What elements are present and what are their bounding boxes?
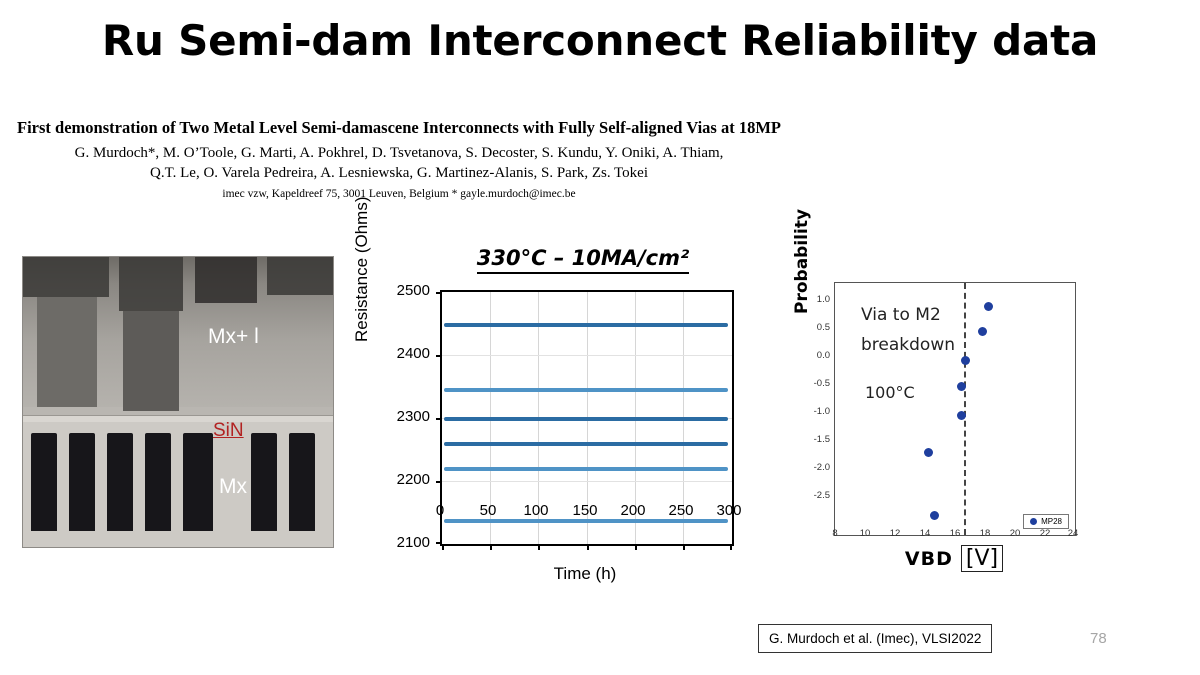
y-tick-label: -0.5 [813, 378, 830, 389]
citation-box: G. Murdoch et al. (Imec), VLSI2022 [758, 624, 992, 653]
tem-dark-region [195, 257, 257, 303]
x-tick-label: 8 [832, 528, 838, 539]
tem-metal-line [289, 433, 315, 531]
y-tick-label: 2300 [396, 408, 430, 425]
vbd-weibull-chart [790, 208, 1090, 594]
plot-area [834, 282, 1076, 536]
data-point [930, 511, 939, 520]
data-point [957, 382, 966, 391]
x-tick-label: 50 [479, 502, 497, 519]
y-tick-label: 1.0 [816, 294, 830, 305]
x-tick-label: 20 [1009, 528, 1021, 539]
y-tick-label: 0.5 [816, 322, 830, 333]
data-point [957, 411, 966, 420]
annotation-line1: Via to M2 [861, 305, 941, 325]
tem-label-upper-metal: Mx+ l [208, 325, 259, 348]
annotation-temperature: 100°C [865, 383, 915, 402]
reference-authors-line1: G. Murdoch*, M. O’Toole, G. Marti, A. Pokhrel, D. Tsvetanova, S. Decoster, S. Kundu, Y. Oniki, A. Thiam, [74, 145, 724, 162]
tem-label-sin: SiN [213, 420, 244, 441]
data-series-line [444, 417, 728, 421]
data-point [924, 448, 933, 457]
reference-affiliation: imec vzw, Kapeldreef 75, 3001 Leuven, Belgium * gayle.murdoch@imec.be [222, 188, 576, 201]
tem-dark-region [119, 257, 183, 311]
y-tick-label: 0.0 [816, 350, 830, 361]
x-tick-label: 14 [919, 528, 931, 539]
tem-dark-region [23, 257, 109, 297]
y-axis-label: Resistance (Ohms) [352, 196, 371, 342]
page-number: 78 [1090, 630, 1107, 647]
page-title: Ru Semi-dam Interconnect Reliability data [101, 16, 1099, 65]
tem-via [37, 297, 97, 407]
y-tick-label: 2200 [396, 471, 430, 488]
y-tick-label: -1.5 [813, 434, 830, 445]
x-axis-label-text: VBD [904, 548, 953, 570]
x-axis-label: Time (h) [553, 564, 617, 583]
threshold-line [964, 283, 966, 535]
reference-title: First demonstration of Two Metal Level Semi-damascene Interconnects with Fully Self-aligned Vias at 18MP [17, 118, 781, 137]
x-tick-label: 16 [949, 528, 961, 539]
data-series-line [444, 388, 728, 392]
y-tick-label: 2400 [396, 345, 430, 362]
tem-metal-line [145, 433, 171, 531]
tem-metal-line [69, 433, 95, 531]
tem-metal-line [31, 433, 57, 531]
y-tick-label: -2.0 [813, 462, 830, 473]
data-series-line [444, 519, 728, 523]
reference-block [14, 118, 784, 200]
data-series-line [444, 467, 728, 471]
data-point [978, 327, 987, 336]
tem-metal-line [107, 433, 133, 531]
y-tick-label: -1.0 [813, 406, 830, 417]
x-tick-label: 250 [668, 502, 694, 519]
legend [1023, 514, 1069, 529]
y-tick-label: -2.5 [813, 490, 830, 501]
data-series-line [444, 323, 728, 327]
annotation-line2: breakdown [861, 335, 955, 355]
x-tick-label: 100 [523, 502, 549, 519]
cross-section-tem-image [22, 256, 334, 548]
tem-label-lower-metal: Mx [219, 475, 247, 498]
y-tick-label: 2500 [396, 282, 430, 299]
x-axis-unit: [V] [961, 545, 1003, 572]
chart-title [418, 246, 748, 270]
legend-marker-icon [1030, 518, 1037, 525]
x-tick-label: 10 [859, 528, 871, 539]
chart-title-text: 330°C – 10MA/cm² [477, 246, 689, 274]
tem-via [123, 311, 179, 411]
data-point [984, 302, 993, 311]
resistance-vs-time-chart [352, 196, 758, 586]
x-tick-label: 22 [1039, 528, 1051, 539]
x-tick-label: 12 [889, 528, 901, 539]
tem-dark-region [267, 257, 333, 295]
data-point [961, 356, 970, 365]
data-series-line [444, 442, 728, 446]
x-axis-label [834, 546, 1074, 571]
x-tick-label: 200 [620, 502, 646, 519]
tem-metal-line [183, 433, 213, 531]
x-tick-label: 150 [572, 502, 598, 519]
x-tick-label: 18 [979, 528, 991, 539]
y-tick-label: 2100 [396, 534, 430, 551]
x-tick-label: 0 [435, 502, 445, 519]
legend-label: MP28 [1041, 517, 1062, 526]
x-tick-label: 24 [1067, 528, 1079, 539]
y-axis-label: Probability [792, 208, 812, 314]
tem-metal-line [251, 433, 277, 531]
reference-authors-line2: Q.T. Le, O. Varela Pedreira, A. Lesniewska, G. Martinez-Alanis, S. Park, Zs. Tokei [150, 164, 648, 181]
x-tick-label: 300 [716, 502, 742, 519]
